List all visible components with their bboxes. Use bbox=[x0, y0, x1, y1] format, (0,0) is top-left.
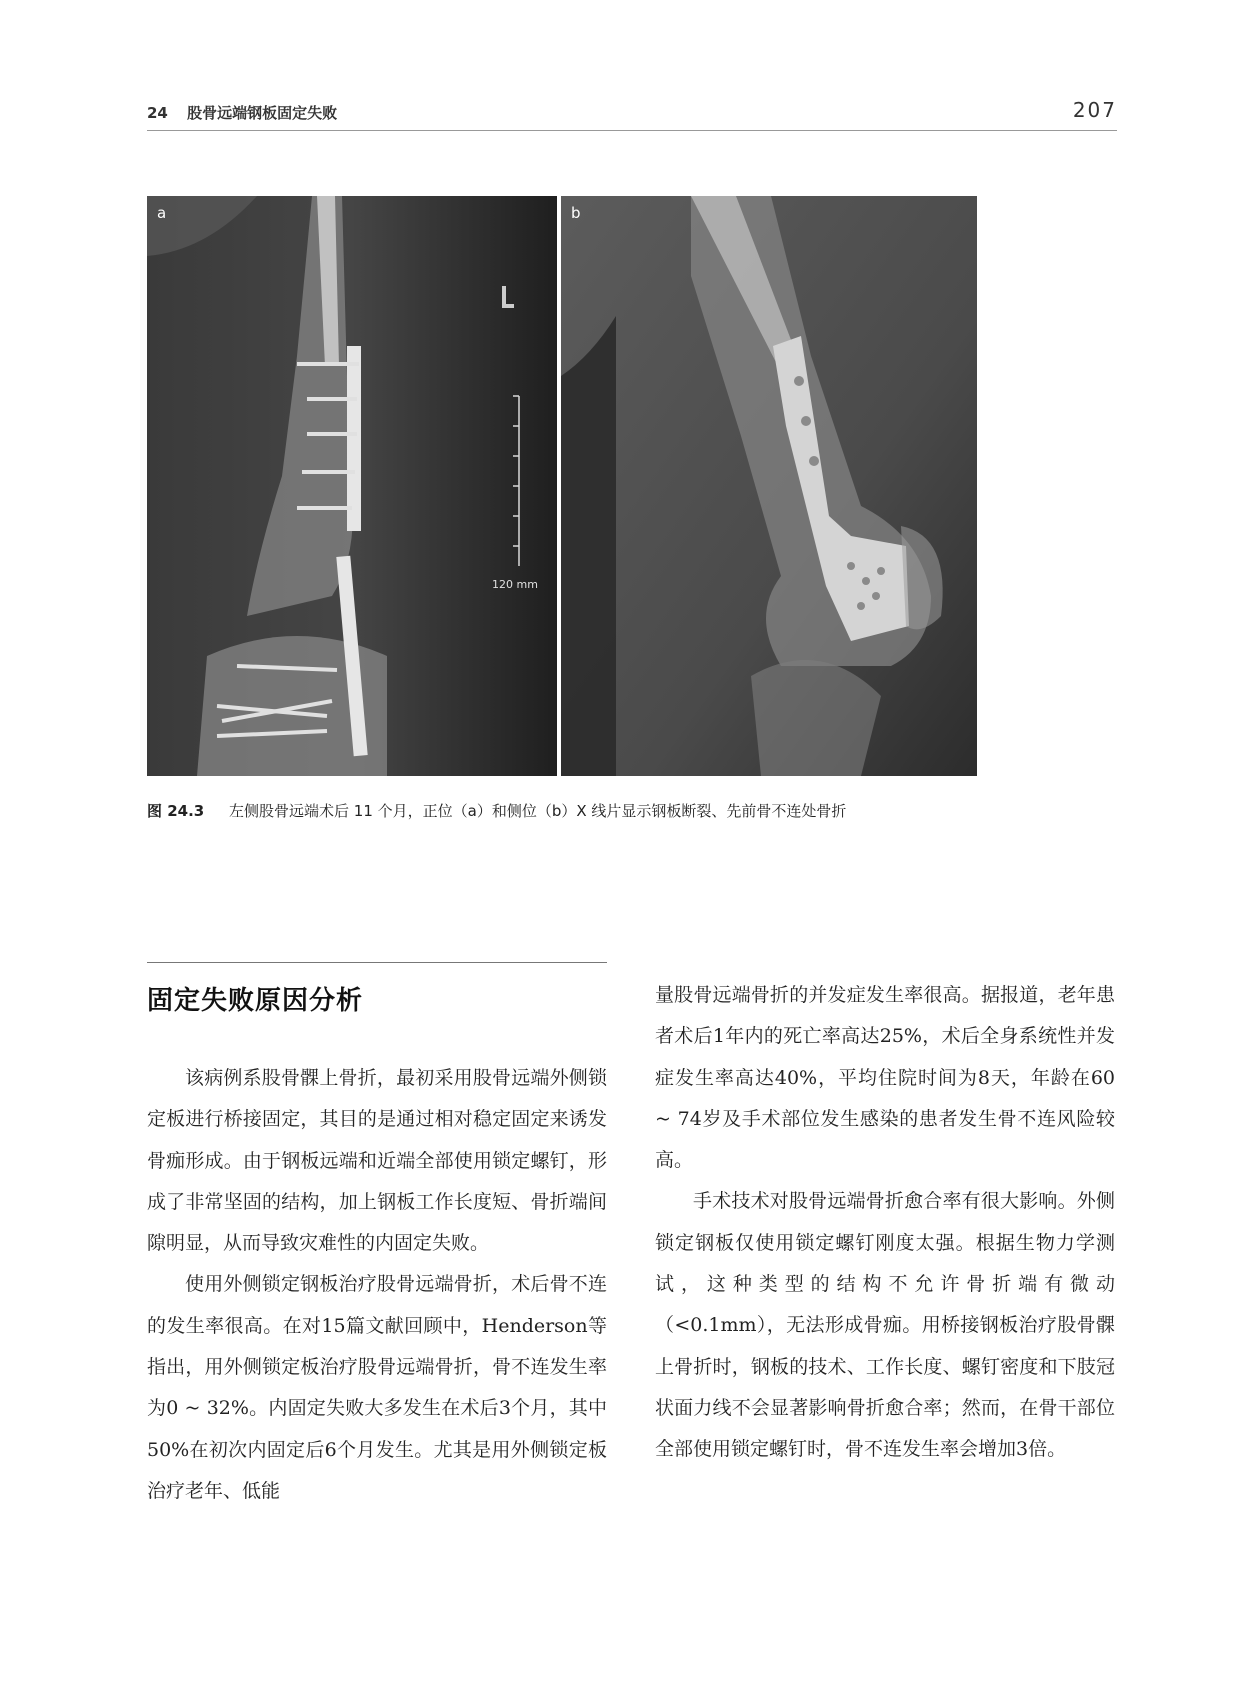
page-number: 207 bbox=[1072, 98, 1117, 122]
paragraph: 使用外侧锁定钢板治疗股骨远端骨折，术后骨不连的发生率很高。在对15篇文献回顾中，Henderson等指出，用外侧锁定板治疗股骨远端骨折，骨不连发生率为0 ~ 32%。内固定失败大多发生在术后3个月，其中50%在初次内固定后6个月发生。尤其是用外侧锁定板治疗老年、低能 bbox=[147, 1273, 607, 1502]
figure-caption-label: 图 24.3 bbox=[147, 802, 205, 820]
section-rule bbox=[147, 962, 607, 963]
proximal-plate bbox=[347, 346, 361, 531]
figure-caption-text: 左侧股骨远端术后 11 个月，正位（a）和侧位（b）X 线片显示钢板断裂、先前骨不连处骨折 bbox=[229, 802, 847, 820]
panel-b-label: b bbox=[571, 204, 581, 222]
paragraph: 手术技术对股骨远端骨折愈合率有很大影响。外侧锁定钢板仅使用锁定螺钉刚度太强。根据生物力学测试，这种类型的结构不允许骨折端有微动（<0.1mm），无法形成骨痂。用桥接钢板治疗股骨髁上骨折时，钢板的技术、工作长度、螺钉密度和下肢冠状面力线不会显著影响骨折愈合率；然而，在骨干部位全部使用锁定螺钉时，骨不连发生率会增加3倍。 bbox=[655, 1190, 1115, 1461]
xray-panel-b bbox=[561, 196, 977, 776]
left-column bbox=[147, 1058, 607, 1512]
scale-label: 120 mm bbox=[492, 578, 538, 591]
paragraph-continuation: 量股骨远端骨折的并发症发生率很高。据报道，老年患者术后1年内的死亡率高达25%，术后全身系统性并发症发生率高达40%，平均住院时间为8天，年龄在60 ~ 74岁及手术部位发生感染的患者发生骨不连风险较高。 bbox=[655, 984, 1115, 1172]
xray-panel-a bbox=[147, 196, 557, 776]
paragraph: 该病例系股骨髁上骨折，最初采用股骨远端外侧锁定板进行桥接固定，其目的是通过相对稳定固定来诱发骨痂形成。由于钢板远端和近端全部使用锁定螺钉，形成了非常坚固的结构，加上钢板工作长度短、骨折端间隙明显，从而导致灾难性的内固定失败。 bbox=[147, 1067, 607, 1255]
figure-caption bbox=[147, 800, 846, 821]
chapter-title: 股骨远端钢板固定失败 bbox=[187, 104, 338, 122]
running-header bbox=[147, 102, 337, 123]
header-rule bbox=[147, 130, 1117, 131]
right-column bbox=[655, 975, 1115, 1471]
chapter-number: 24 bbox=[147, 104, 168, 122]
panel-a-label: a bbox=[157, 204, 167, 222]
section-title: 固定失败原因分析 bbox=[147, 986, 364, 1016]
